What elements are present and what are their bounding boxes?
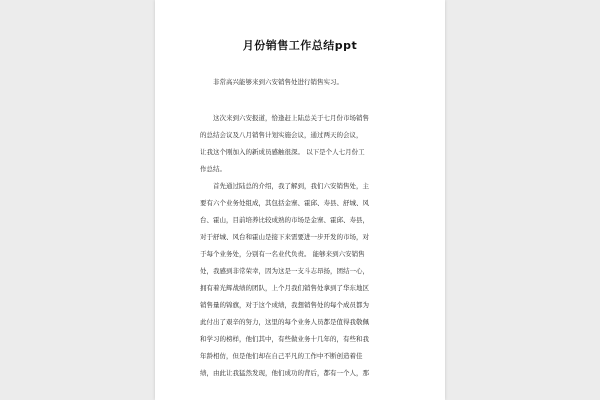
text-line: 此付出了艰辛的努力，这里的每个业务人员都是值得我敬佩 [200, 318, 369, 326]
document-page [155, 0, 445, 400]
text-line: 非常高兴能够来到六安销售处进行销售实习。 [200, 78, 343, 86]
text-line: 处，我感到非常荣幸，因为这是一支斗志昂扬，团结一心， [200, 267, 369, 275]
text-line: 年龄相仿，但是他们却在自己平凡的工作中不断创造着佳 [200, 352, 363, 360]
text-line: 拥有着光辉战绩的团队，上个月我们销售处拿到了华东地区 [200, 284, 369, 292]
paragraph-3 [200, 178, 400, 382]
text-line: 首先通过陆总的介绍，我了解到，我们六安销售处，主 [200, 182, 369, 190]
document-title: 月份销售工作总结ppt [242, 39, 358, 52]
paragraph-1 [200, 74, 400, 91]
text-line: 于每个业务处，分别有一名业代负责。 能够来到六安销售 [200, 250, 365, 258]
text-line: 让我这个刚加入的新成员感触很深。 以下是个人七月份工 [200, 148, 365, 156]
text-line: 台、霍山，目前培养比较成熟的市场是金寨、霍邱、寿县， [200, 216, 369, 224]
text-line: 对于舒城、风台和霍山是接下来需要进一步开发的市场，对 [200, 233, 369, 241]
text-line: 要有六个业务处组成，其包括金寨、霍邱、寿县、舒城、风 [200, 199, 369, 207]
text-line: 的总结会议及八月销售计划实施会议，通过两天的会议， [200, 131, 363, 139]
text-line: 销售量的锦旗，对于这个成绩，我想销售处的每个成员都为 [200, 301, 369, 309]
text-line: 作总结。 [200, 165, 226, 173]
paragraph-2 [200, 110, 400, 178]
text-line: 和学习的榜样，他们其中，有些做业务十几年的，有些和我 [200, 335, 369, 343]
text-line: 这次来到六安报道，恰逢赶上陆总关于七月份市场销售 [200, 114, 369, 122]
text-line: 绩，由此让我猛然发现，他们成功的背后，都有一个人，那 [200, 369, 369, 377]
